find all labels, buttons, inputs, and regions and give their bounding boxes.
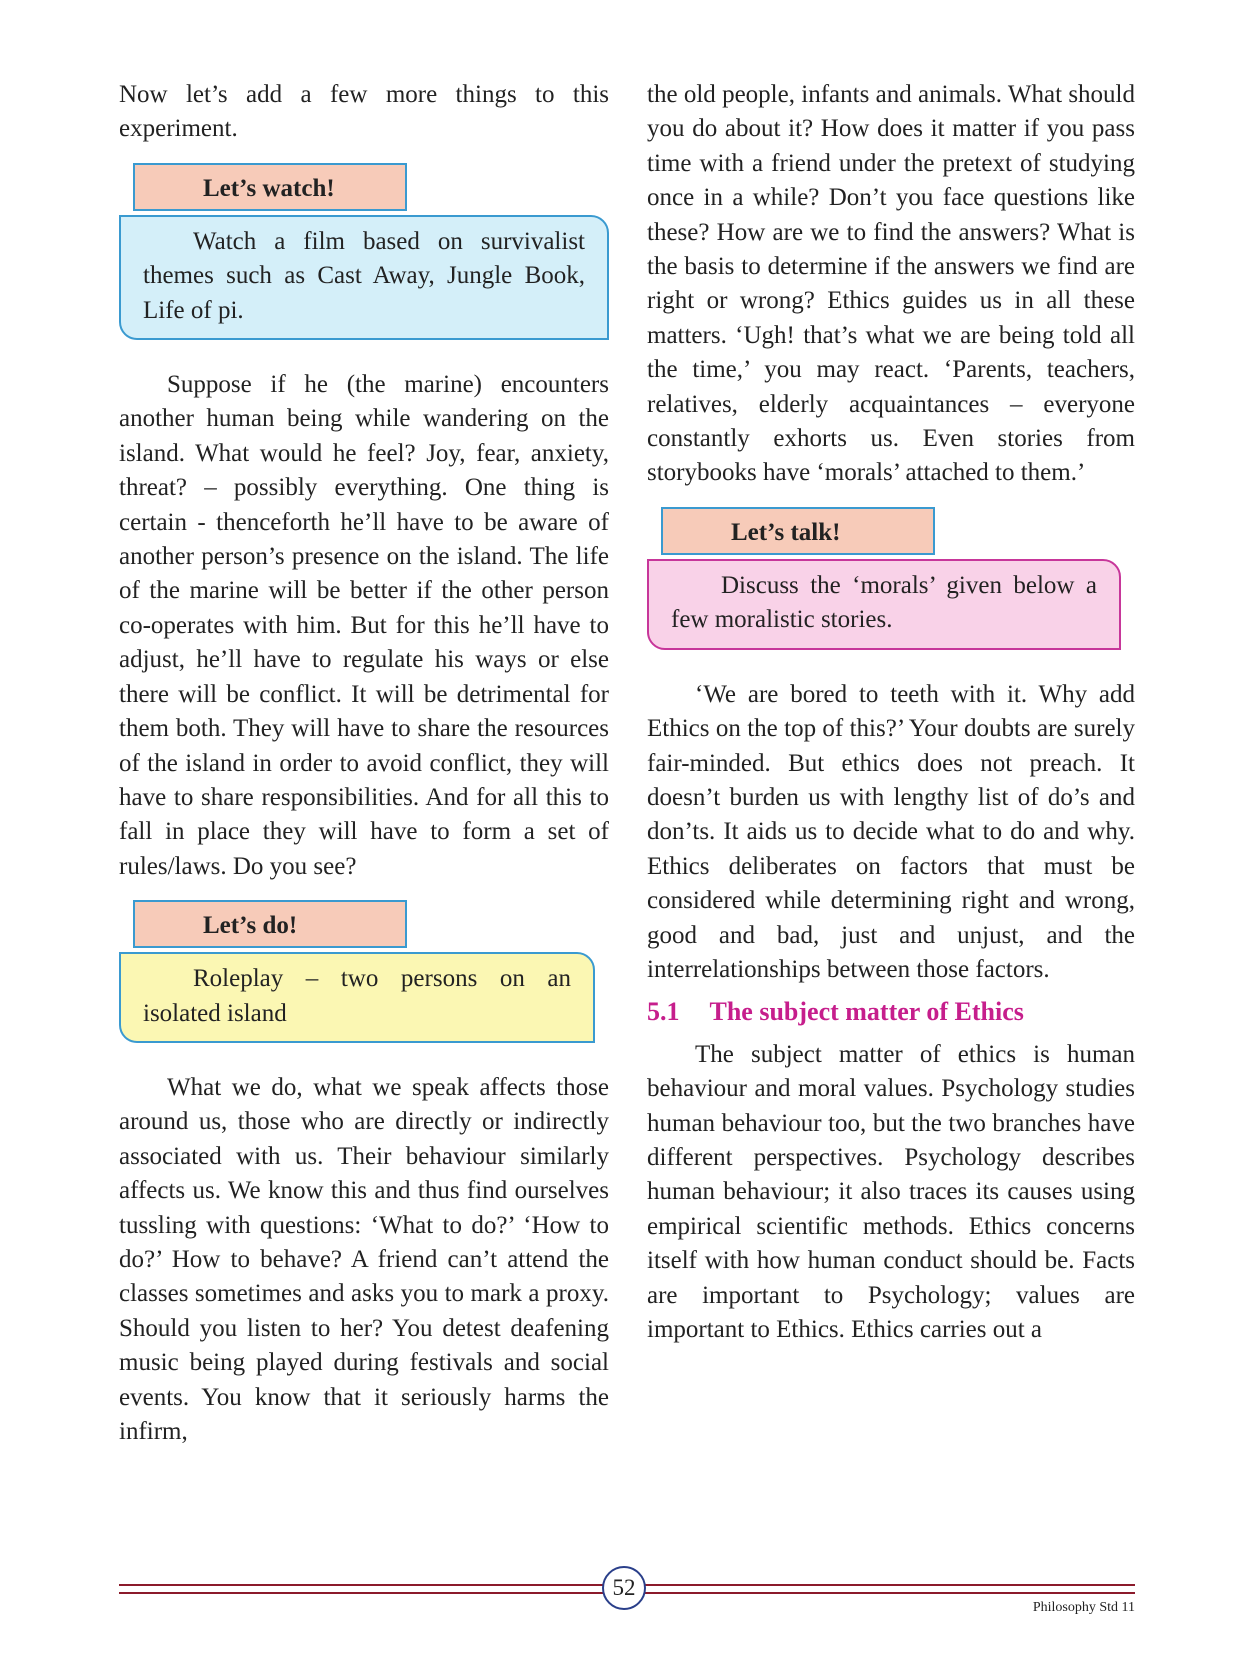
lets-do-text: Roleplay – two persons on an isolated island: [143, 965, 571, 1027]
lets-do-content: [119, 952, 595, 1043]
lets-talk-tab: Let’s talk!: [661, 507, 935, 555]
section-heading: [647, 995, 1135, 1029]
lets-do-tab: Let’s do!: [133, 900, 407, 948]
paragraph-subject-matter: The subject matter of ethics is human behaviour and moral values. Psychology studies human behaviour too, but the two branches have different perspectives. Psychology describes human behaviour; it also traces its causes using empirical scientific methods. Ethics concerns itself with how human conduct should be. Facts are important to Psychology; values are important to Ethics. Ethics carries out a: [647, 1040, 1135, 1343]
lets-watch-tab: Let’s watch!: [133, 163, 407, 211]
left-column: [119, 78, 609, 1449]
lets-talk-box: [647, 507, 1135, 650]
lets-talk-content: [647, 559, 1121, 650]
lets-watch-text: Watch a film based on survivalist themes such as Cast Away, Jungle Book, Life of pi.: [143, 227, 585, 324]
page-number: 52: [602, 1566, 646, 1610]
right-column: [647, 78, 1135, 1347]
paragraph-marine: Suppose if he (the marine) encounters another human being while wandering on the island. What would he feel? Joy, fear, anxiety, threat? – possibly everything. One thing is certain - thenceforth he’ll have to be aware of another person’s presence on the island. The life of the marine will be better if the other person co-operates with him. But for this he’ll have to adjust, he’ll have to regulate his ways or else there will be conflict. It will be detrimental for them both. They will have to share the resources of the island in order to avoid conflict, they will have to share responsibilities. And for all this to fall in place they will have to form a set of rules/laws. Do you see?: [119, 371, 609, 880]
lets-watch-content: [119, 215, 609, 340]
book-title: Philosophy Std 11: [1032, 1600, 1135, 1615]
paragraph-bored: ‘We are bored to teeth with it. Why add Ethics on the top of this?’ Your doubts are surely fair-minded. But ethics does not preach. It doesn’t burden us with lengthy list of do’s and don’ts. It aids us to decide what to do and why. Ethics deliberates on factors that must be considered while determining right and wrong, good and bad, just and unjust, and the interrelationships between those factors.: [647, 680, 1135, 983]
lets-watch-box: [119, 163, 609, 340]
paragraph-questions: the old people, infants and animals. What should you do about it? How does it matter if you pass time with a friend under the pretext of studying once in a while? Don’t you face questions like these? How are we to find the answers? What is the basis to determine if the answers we find are right or wrong? Ethics guides us in all these matters. ‘Ugh! that’s what we are being told all the time,’ you may react. ‘Parents, teachers, relatives, elderly acquaintances – everyone constantly exhorts us. Even stories from storybooks have ‘morals’ attached to them.’: [647, 81, 1135, 487]
section-number: 5.1: [647, 997, 680, 1027]
section-title: The subject matter of Ethics: [709, 997, 1024, 1027]
lets-talk-text: Discuss the ‘morals’ given below a few moralistic stories.: [671, 571, 1097, 634]
paragraph-behaviour: What we do, what we speak affects those around us, those who are directly or indirectly associated with us. Their behaviour similarly affects us. We know this and thus find ourselves tussling with questions: ‘What to do?’ ‘How to do?’ How to behave? A friend can’t attend the classes sometimes and asks you to mark a proxy. Should you listen to her? You detest deafening music being played during festivals and social events. You know that it seriously harms the infirm,: [119, 1073, 609, 1445]
lets-do-box: [119, 900, 609, 1043]
paragraph-intro: Now let’s add a few more things to this experiment.: [119, 81, 609, 143]
